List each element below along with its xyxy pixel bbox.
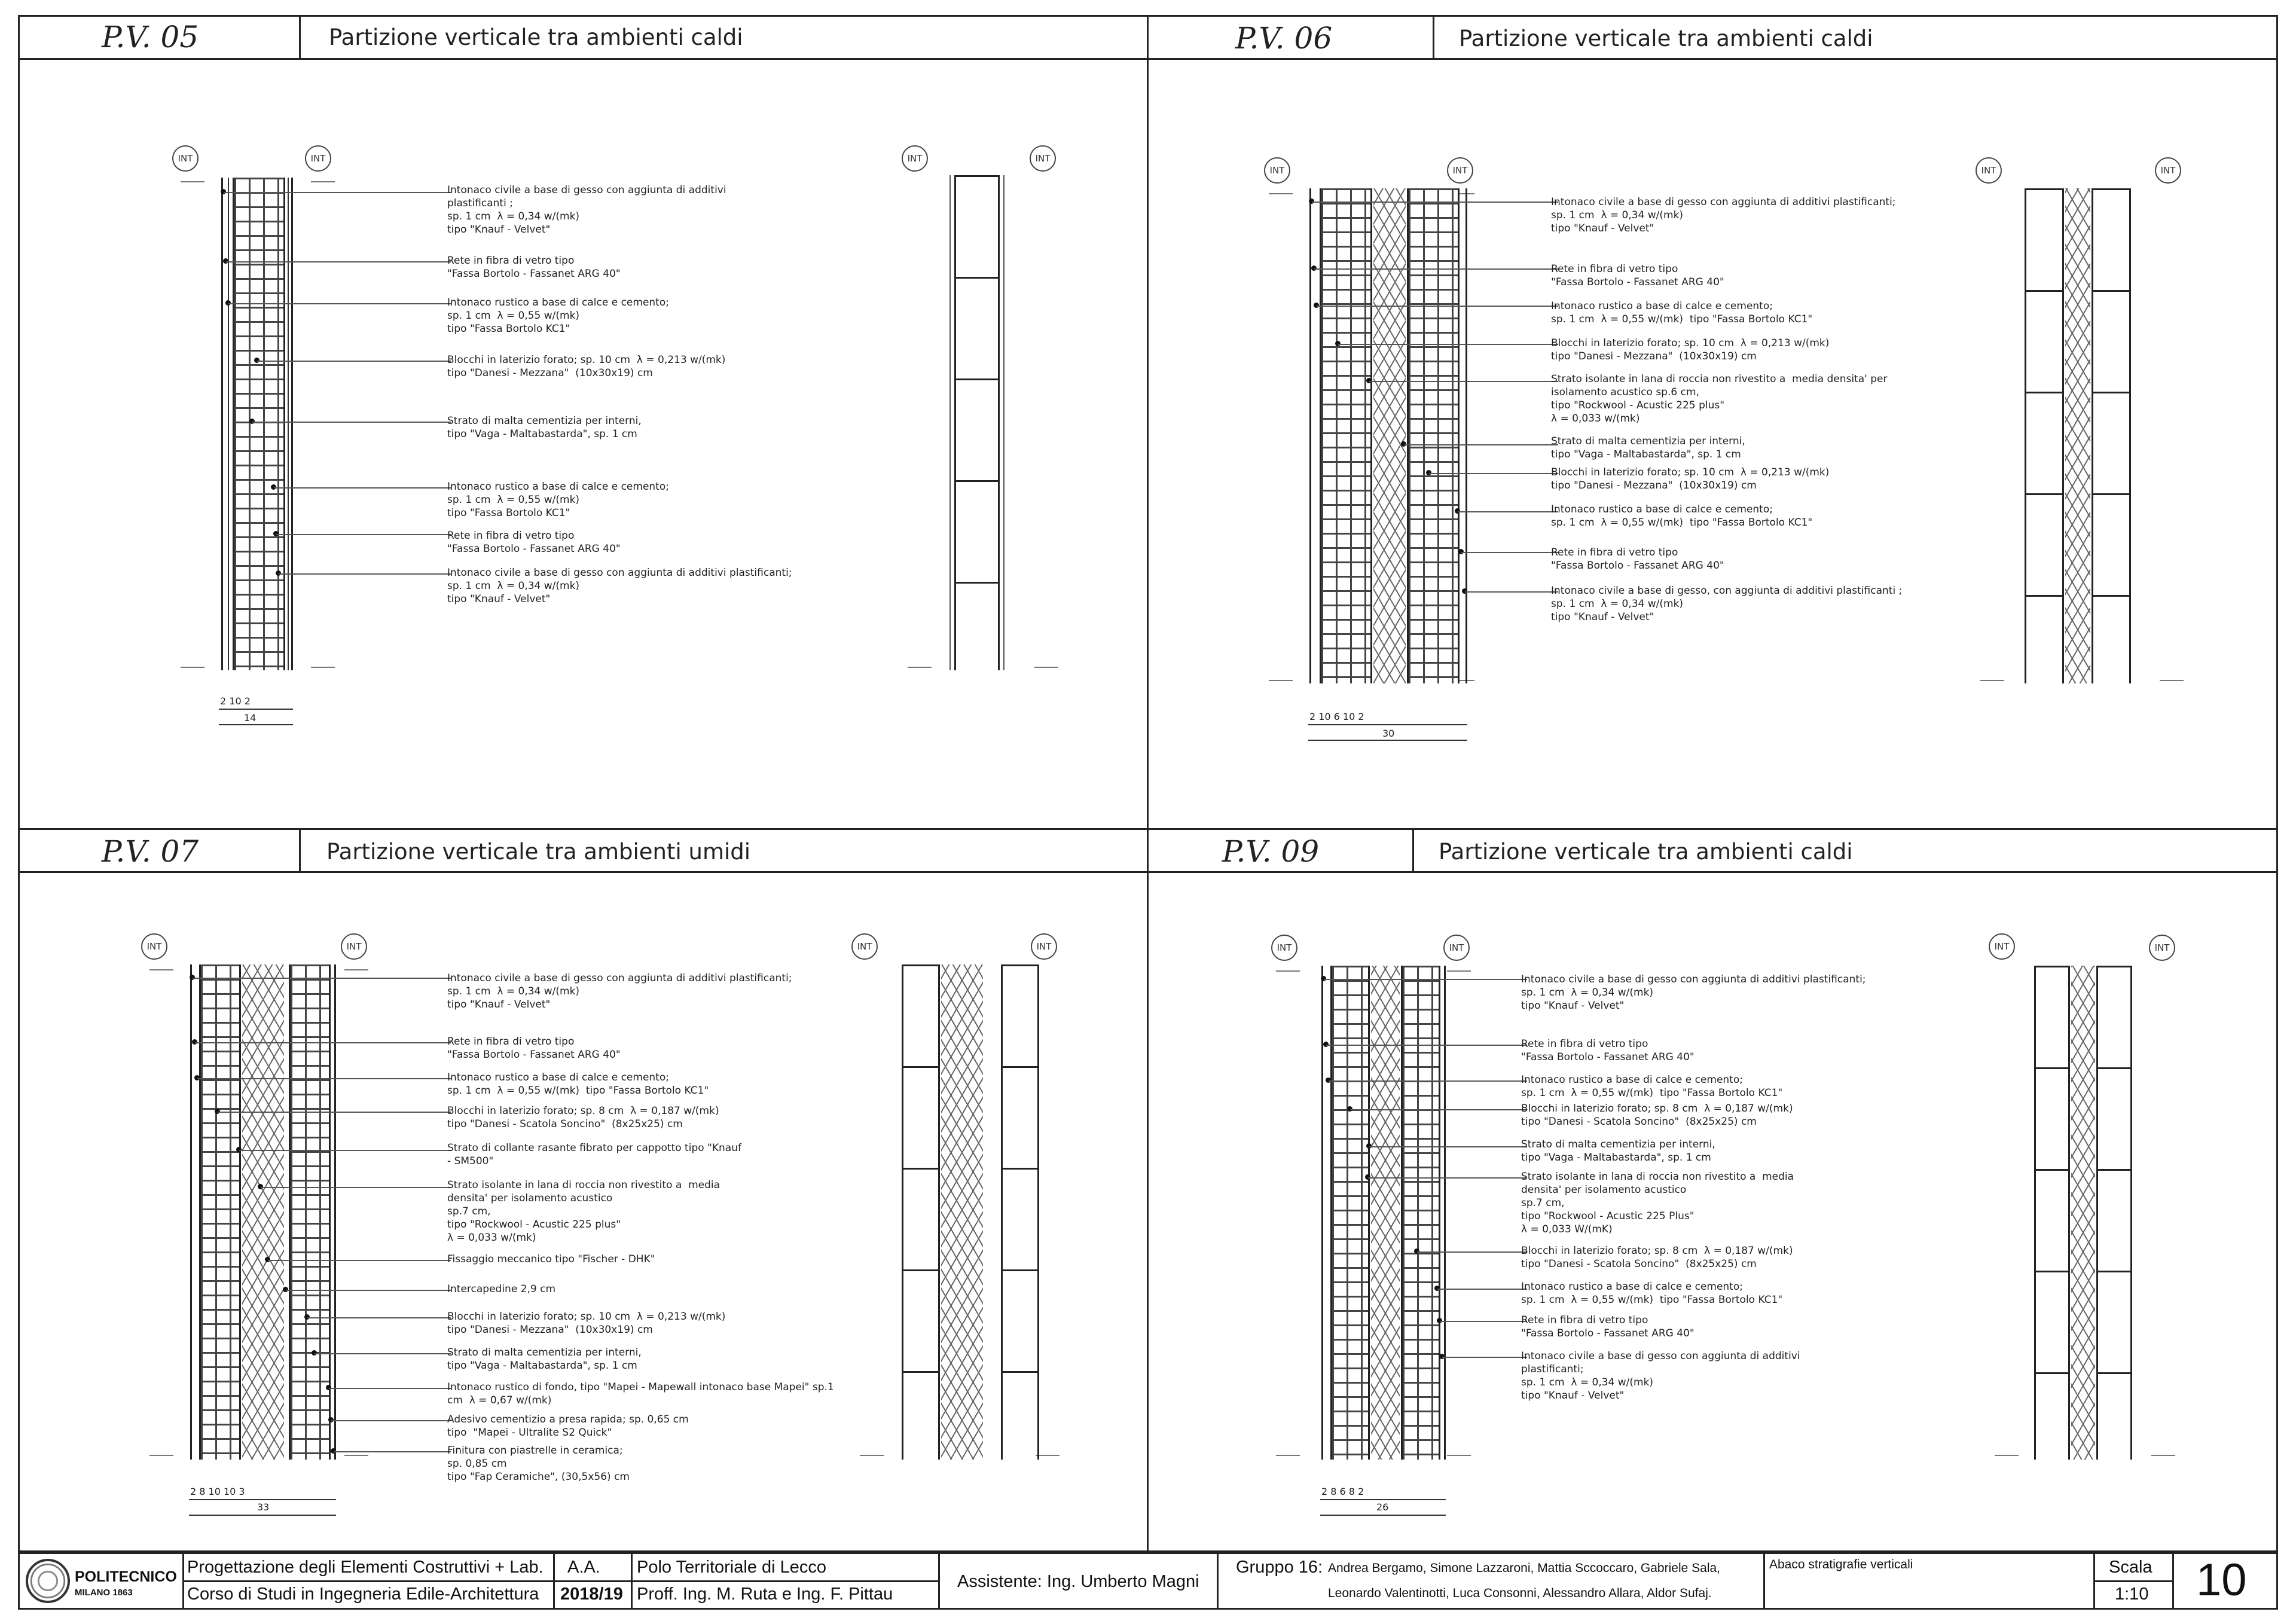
int-marker: INT xyxy=(305,145,331,172)
dimension-line xyxy=(189,1515,336,1516)
leader-line xyxy=(257,361,451,362)
leader-line xyxy=(1314,268,1558,270)
dimension-values: 2 10 6 10 2 xyxy=(1309,711,1364,722)
level-tick xyxy=(1276,970,1300,972)
leader-line xyxy=(329,1388,451,1389)
leader-line xyxy=(1338,344,1558,345)
layer-annotation: Rete in fibra di vetro tipo "Fassa Bortolo - Fassanet ARG 40" xyxy=(447,1036,621,1061)
leader-line xyxy=(1417,1251,1527,1253)
leader-line xyxy=(1369,1146,1527,1147)
layer-annotation: Intonaco civile a base di gesso con aggiunta di additivi plastificanti; sp. 1 cm λ = 0,34 w/(mk) tipo "Knauf - Velvet" xyxy=(1551,196,1896,234)
level-tick xyxy=(311,181,335,182)
panel-pv05 xyxy=(18,15,1147,828)
int-marker: INT xyxy=(851,933,878,960)
leader-line xyxy=(1350,1109,1527,1110)
leader-line xyxy=(1324,979,1527,980)
scale-label: Scala xyxy=(2109,1558,2152,1577)
int-marker: INT xyxy=(341,933,367,960)
course-name: Progettazione degli Elementi Costruttivi + Lab. xyxy=(187,1558,544,1577)
dimension-line xyxy=(219,724,293,725)
layer-annotation: Adesivo cementizio a presa rapida; sp. 0,65 cm tipo "Mapei - Ultralite S2 Quick" xyxy=(447,1414,689,1439)
leader-line xyxy=(252,422,451,423)
panel-header-divider xyxy=(299,15,301,58)
level-tick xyxy=(1276,1455,1300,1456)
sheet-subject: Abaco stratigrafie verticali xyxy=(1769,1558,1913,1571)
panel-pv07 xyxy=(18,828,1147,1552)
panel-title: Partizione verticale tra ambienti caldi xyxy=(329,25,743,50)
brick-layer xyxy=(1330,966,1370,1460)
leader-line xyxy=(1368,1177,1527,1179)
level-tick xyxy=(1447,970,1471,972)
professors: Proff. Ing. M. Ruta e Ing. F. Pittau xyxy=(637,1585,893,1604)
aa-label: A.A. xyxy=(567,1558,600,1577)
level-tick xyxy=(908,667,932,668)
layer-annotation: Intonaco rustico a base di calce e cemento; sp. 1 cm λ = 0,55 w/(mk) tipo "Fassa Bortolo KC1" xyxy=(1551,503,1813,529)
panel-header-line xyxy=(1147,871,2278,873)
leader-line xyxy=(197,1078,451,1079)
tb-divider xyxy=(2172,1554,2174,1608)
layer-annotation: Intonaco rustico a base di calce e cemento; sp. 1 cm λ = 0,55 w/(mk) tipo "Fassa Bortolo KC1" xyxy=(447,1072,709,1097)
wall-elevation xyxy=(946,175,1008,670)
panel-code: P.V. 06 xyxy=(1235,21,1333,56)
degree-name: Corso di Studi in Ingegneria Edile-Architettura xyxy=(187,1585,539,1604)
dimension-line xyxy=(1320,1499,1446,1500)
layer-annotation: Intercapedine 2,9 cm xyxy=(447,1283,556,1295)
group-label: Gruppo 16: xyxy=(1236,1558,1323,1577)
tb-divider xyxy=(182,1580,938,1582)
int-marker: INT xyxy=(1443,935,1470,961)
leader-line xyxy=(195,1042,451,1043)
dimension-total: 26 xyxy=(1376,1501,1389,1513)
int-marker: INT xyxy=(902,145,928,172)
layer-annotation: Strato di malta cementizia per interni, tipo "Vaga - Maltabastarda", sp. 1 cm xyxy=(1551,435,1745,460)
wall-section xyxy=(221,178,293,670)
elevation-leaf xyxy=(2034,966,2070,1460)
dimension-values: 2 8 10 10 3 xyxy=(190,1486,245,1497)
int-marker: INT xyxy=(141,933,167,960)
level-tick xyxy=(2160,680,2184,681)
layer-annotation: Strato di malta cementizia per interni, tipo "Vaga - Maltabastarda", sp. 1 cm xyxy=(1521,1138,1715,1164)
wall-elevation xyxy=(902,964,1048,1460)
level-tick xyxy=(344,969,368,970)
layer-annotation: Strato isolante in lana di roccia non rivestito a media densita' per isolamento acustico sp.7 cm, tipo "Rockwool - Acustic 225 Plus" λ = 0,033 W/(mK) xyxy=(1521,1171,1794,1235)
plaster-layer xyxy=(228,178,229,670)
int-marker: INT xyxy=(1264,157,1290,184)
layer-annotation: Intonaco civile a base di gesso con aggiunta di additivi plastificanti; sp. 1 cm λ = 0,34 w/(mk) tipo "Knauf - Velvet" xyxy=(447,972,792,1011)
elevation-leaf xyxy=(902,964,940,1460)
layer-annotation: Intonaco rustico a base di calce e cemento; sp. 1 cm λ = 0,55 w/(mk) tipo "Fassa Bortolo KC1" xyxy=(1521,1074,1783,1099)
layer-annotation: Intonaco rustico a base di calce e cemento; sp. 1 cm λ = 0,55 w/(mk) tipo "Fassa Bortolo KC1" xyxy=(447,481,669,519)
insulation-layer xyxy=(1371,966,1400,1460)
dimension-line xyxy=(189,1499,336,1500)
dimension-line xyxy=(1308,724,1467,725)
int-marker: INT xyxy=(1976,157,2002,184)
layer-annotation: Intonaco civile a base di gesso con aggiunta di additivi plastificanti; sp. 1 cm λ = 0,34 w/(mk) tipo "Knauf - Velvet" xyxy=(447,567,792,605)
layer-annotation: Intonaco civile a base di gesso con aggiunta di additivi plastificanti; sp. 1 cm λ = 0,34 w/(mk) tipo "Knauf - Velvet" xyxy=(1521,973,1866,1012)
level-tick xyxy=(1980,680,2004,681)
panel-header-divider xyxy=(1412,828,1414,871)
panel-title: Partizione verticale tra ambienti caldi xyxy=(1439,839,1853,865)
level-tick xyxy=(1447,1455,1471,1456)
level-tick xyxy=(149,1455,173,1456)
leader-line xyxy=(334,1451,451,1452)
int-marker: INT xyxy=(2155,157,2181,184)
panel-code: P.V. 07 xyxy=(102,834,199,869)
panel-title: Partizione verticale tra ambienti caldi xyxy=(1459,26,1873,51)
layer-annotation: Rete in fibra di vetro tipo "Fassa Bortolo - Fassanet ARG 40" xyxy=(1551,547,1724,572)
leader-line xyxy=(1404,444,1558,445)
wall-elevation xyxy=(2029,966,2137,1460)
layer-annotation: Strato isolante in lana di roccia non rivestito a media densita' per isolamento acustico sp.7 cm, tipo "Rockwool - Acustic 225 plus" λ = 0,033 w/(mk) xyxy=(447,1179,720,1244)
leader-line xyxy=(193,978,451,979)
layer-annotation: Blocchi in laterizio forato; sp. 8 cm λ = 0,187 w/(mk) tipo "Danesi - Scatola Soncino" (8x25x25) cm xyxy=(1521,1103,1793,1128)
sheet-number: 10 xyxy=(2196,1555,2247,1605)
leader-line xyxy=(1465,591,1558,593)
layer-annotation: Blocchi in laterizio forato; sp. 10 cm λ = 0,213 w/(mk) tipo "Danesi - Mezzana" (10x30x19) cm xyxy=(1551,466,1830,492)
int-marker: INT xyxy=(172,145,199,172)
layer-annotation: Intonaco rustico a base di calce e cemento; sp. 1 cm λ = 0,55 w/(mk) tipo "Fassa Bortolo KC1" xyxy=(447,297,669,335)
elevation-leaf xyxy=(2092,188,2131,683)
tb-divider xyxy=(553,1554,555,1608)
elevation-leaf xyxy=(2025,188,2064,683)
layer-annotation: Intonaco rustico di fondo, tipo "Mapei - Mapewall intonaco base Mapei" sp.1 cm λ = 0,67 w/(mk) xyxy=(447,1381,834,1406)
layer-annotation: Blocchi in laterizio forato; sp. 10 cm λ = 0,213 w/(mk) tipo "Danesi - Mezzana" (10x30x19) cm xyxy=(1551,337,1830,362)
leader-line xyxy=(1440,1321,1527,1322)
insulation-layer xyxy=(1373,188,1406,683)
int-marker: INT xyxy=(1030,145,1056,172)
leader-line xyxy=(239,1150,451,1151)
politecnico-logo xyxy=(26,1559,70,1603)
layer-annotation: Rete in fibra di vetro tipo "Fassa Bortolo - Fassanet ARG 40" xyxy=(1521,1038,1694,1063)
layer-annotation: Blocchi in laterizio forato; sp. 8 cm λ = 0,187 w/(mk) tipo "Danesi - Scatola Soncino" (8x25x25) cm xyxy=(1521,1245,1793,1270)
level-tick xyxy=(1269,680,1293,681)
wall-section xyxy=(190,964,336,1460)
tb-divider xyxy=(1763,1554,1765,1608)
layer-annotation: Rete in fibra di vetro tipo "Fassa Bortolo - Fassanet ARG 40" xyxy=(447,530,621,555)
brick-layer xyxy=(1320,188,1372,683)
leader-line xyxy=(1312,202,1558,203)
dimension-line xyxy=(219,709,293,710)
dimension-total: 14 xyxy=(244,712,257,724)
layer-annotation: Blocchi in laterizio forato; sp. 10 cm λ = 0,213 w/(mk) tipo "Danesi - Mezzana" (10x30x19) cm xyxy=(447,354,726,379)
site-name: Polo Territoriale di Lecco xyxy=(637,1558,827,1577)
leader-line xyxy=(276,534,451,535)
level-tick xyxy=(1995,1455,2019,1456)
assistant: Assistente: Ing. Umberto Magni xyxy=(957,1572,1199,1591)
level-tick xyxy=(2151,1455,2175,1456)
leader-line xyxy=(1458,511,1558,512)
level-tick xyxy=(181,667,204,668)
brick-layer xyxy=(233,178,285,670)
elevation-insulation xyxy=(2065,188,2090,683)
wall-section xyxy=(1309,188,1467,683)
tb-divider xyxy=(1217,1554,1219,1608)
level-tick xyxy=(181,181,204,182)
insulation-layer xyxy=(242,964,284,1460)
brick-layer xyxy=(289,964,331,1460)
level-tick xyxy=(1034,667,1058,668)
layer-annotation: Blocchi in laterizio forato; sp. 10 cm λ = 0,213 w/(mk) tipo "Danesi - Mezzana" (10x30x19) cm xyxy=(447,1311,726,1336)
leader-line xyxy=(279,573,451,575)
elevation-leaf xyxy=(954,175,1000,670)
leader-line xyxy=(228,303,451,304)
layer-annotation: Intonaco rustico a base di calce e cemento; sp. 1 cm λ = 0,55 w/(mk) tipo "Fassa Bortolo KC1" xyxy=(1551,300,1813,325)
level-tick xyxy=(311,667,335,668)
layer-annotation: Rete in fibra di vetro tipo "Fassa Bortolo - Fassanet ARG 40" xyxy=(1521,1314,1694,1339)
layer-annotation: Fissaggio meccanico tipo "Fischer - DHK" xyxy=(447,1253,655,1265)
panel-header-divider xyxy=(299,828,301,871)
leader-line xyxy=(286,1290,451,1291)
wall-section xyxy=(1321,966,1446,1460)
group-members-1: Andrea Bergamo, Simone Lazzaroni, Mattia Sccoccaro, Gabriele Sala, xyxy=(1328,1561,1720,1575)
group-members-2: Leonardo Valentinotti, Luca Consonni, Alessandro Allara, Aldor Sufaj. xyxy=(1328,1586,1712,1600)
leader-line xyxy=(218,1112,451,1113)
layer-annotation: Rete in fibra di vetro tipo "Fassa Bortolo - Fassanet ARG 40" xyxy=(447,255,621,280)
int-marker: INT xyxy=(1447,157,1473,184)
elevation-leaf xyxy=(2096,966,2132,1460)
dimension-line xyxy=(1320,1515,1446,1516)
elevation-leaf xyxy=(1001,964,1039,1460)
brick-layer xyxy=(1407,188,1460,683)
wall-elevation xyxy=(2020,188,2137,683)
layer-annotation: Intonaco civile a base di gesso con aggiunta di additivi plastificanti ; sp. 1 cm λ = 0,34 w/(mk) tipo "Knauf - Velvet" xyxy=(447,184,726,236)
plaster-layer xyxy=(288,178,289,670)
leader-line xyxy=(1442,1357,1527,1358)
panel-code: P.V. 05 xyxy=(102,20,199,54)
panel-pv06 xyxy=(1147,15,2278,828)
layer-annotation: Blocchi in laterizio forato; sp. 8 cm λ = 0,187 w/(mk) tipo "Danesi - Scatola Soncino" (8x25x25) cm xyxy=(447,1105,719,1130)
panel-code: P.V. 09 xyxy=(1222,834,1320,869)
leader-line xyxy=(261,1187,451,1188)
panel-header-divider xyxy=(1433,15,1434,58)
leader-line xyxy=(1437,1289,1527,1290)
leader-line xyxy=(1326,1045,1527,1046)
leader-line xyxy=(274,487,451,489)
leader-line xyxy=(307,1317,451,1318)
leader-line xyxy=(1461,552,1558,553)
level-tick xyxy=(344,1455,368,1456)
int-marker: INT xyxy=(1031,933,1057,960)
leader-line xyxy=(268,1260,451,1261)
leader-line xyxy=(1329,1080,1527,1082)
tb-divider xyxy=(938,1554,940,1608)
elevation-insulation xyxy=(2071,966,2095,1460)
panel-header-line xyxy=(18,58,1147,60)
tb-divider xyxy=(2093,1580,2172,1582)
aa-value: 2018/19 xyxy=(560,1585,623,1604)
leader-line xyxy=(226,261,451,262)
elevation-line xyxy=(949,175,951,670)
layer-annotation: Strato isolante in lana di roccia non rivestito a media densita' per isolamento acustico sp.6 cm, tipo "Rockwool - Acustic 225 plus" λ = 0,033 w/(mk) xyxy=(1551,373,1888,425)
panel-header-line xyxy=(18,871,1147,873)
layer-annotation: Strato di malta cementizia per interni, tipo "Vaga - Maltabastarda", sp. 1 cm xyxy=(447,1347,642,1372)
level-tick xyxy=(149,969,173,970)
leader-line xyxy=(331,1420,451,1421)
dimension-values: 2 8 6 8 2 xyxy=(1321,1486,1364,1497)
level-tick xyxy=(1269,193,1293,194)
level-tick xyxy=(860,1455,884,1456)
leader-line xyxy=(315,1353,451,1354)
panel-header-line xyxy=(1147,58,2278,60)
int-marker: INT xyxy=(2149,935,2175,961)
leader-line xyxy=(1429,473,1558,474)
brick-layer xyxy=(199,964,241,1460)
panel-title: Partizione verticale tra ambienti umidi xyxy=(326,839,751,865)
dimension-total: 33 xyxy=(257,1501,270,1513)
layer-annotation: Strato di collante rasante fibrato per cappotto tipo "Knauf - SM500" xyxy=(447,1142,741,1167)
leader-line xyxy=(1369,381,1558,382)
leader-line xyxy=(224,192,451,193)
layer-annotation: Rete in fibra di vetro tipo "Fassa Bortolo - Fassanet ARG 40" xyxy=(1551,263,1724,288)
logo-name: POLITECNICO xyxy=(75,1568,177,1585)
panel-pv09 xyxy=(1147,828,2278,1552)
layer-annotation: Intonaco civile a base di gesso, con aggiunta di additivi plastificanti ; sp. 1 cm λ = 0,34 w/(mk) tipo "Knauf - Velvet" xyxy=(1551,585,1903,623)
layer-annotation: Finitura con piastrelle in ceramica; sp. 0,85 cm tipo "Fap Ceramiche", (30,5x56) cm xyxy=(447,1445,630,1483)
elevation-line xyxy=(1003,175,1004,670)
layer-annotation: Strato di malta cementizia per interni, tipo "Vaga - Maltabastarda", sp. 1 cm xyxy=(447,415,642,440)
int-marker: INT xyxy=(1989,933,2015,960)
int-marker: INT xyxy=(1271,935,1297,961)
title-block xyxy=(18,1552,2278,1610)
brick-layer xyxy=(1401,966,1440,1460)
elevation-insulation xyxy=(941,964,983,1460)
scale-value: 1:10 xyxy=(2115,1585,2149,1604)
dimension-total: 30 xyxy=(1382,728,1395,739)
dimension-line xyxy=(1308,740,1467,741)
layer-annotation: Intonaco civile a base di gesso con aggiunta di additivi plastificanti; sp. 1 cm λ = 0,34 w/(mk) tipo "Knauf - Velvet" xyxy=(1521,1350,1800,1402)
dimension-values: 2 10 2 xyxy=(220,695,251,707)
tb-divider xyxy=(631,1554,633,1608)
layer-annotation: Intonaco rustico a base di calce e cemento; sp. 1 cm λ = 0,55 w/(mk) tipo "Fassa Bortolo KC1" xyxy=(1521,1281,1783,1306)
leader-line xyxy=(1317,306,1558,307)
logo-sub: MILANO 1863 xyxy=(75,1588,133,1598)
